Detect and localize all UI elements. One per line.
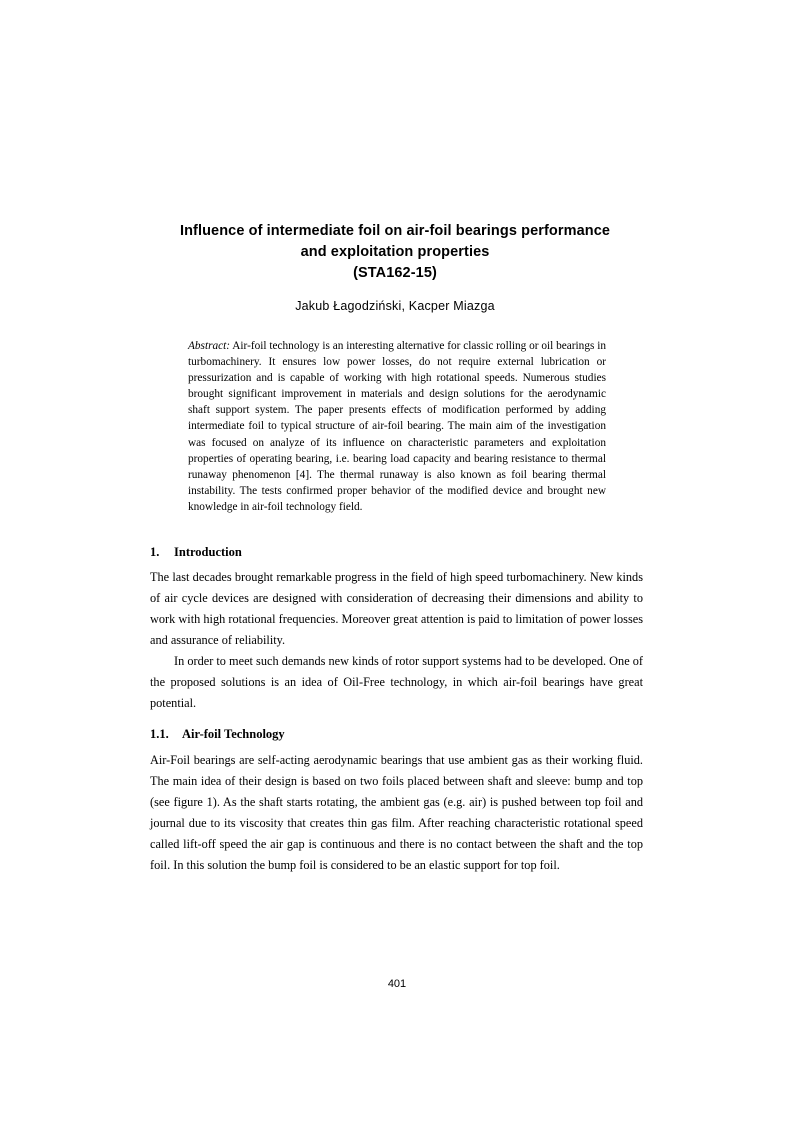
abstract-label: Abstract: <box>188 340 231 352</box>
abstract <box>188 338 606 515</box>
section-heading-air-foil-technology <box>150 727 285 742</box>
page-number: 401 <box>387 978 407 990</box>
paper-title <box>130 221 660 284</box>
air-foil-technology-body <box>150 750 643 876</box>
air-foil-paragraph-1: Air-Foil bearings are self-acting aerodynamic bearings that use ambient gas as their working fluid. The main idea of their design is based on two foils placed between shaft and sleeve: bump and top (see figure 1). As the shaft starts rotating, the ambient gas (e.g. air) is pushed between top foil and journal due to its viscosity that creates thin gas film. After reaching characteristic rotational speed called lift-off speed the air gap is continuous and there is no contact between the shaft and the top foil. In this solution the bump foil is considered to be an elastic support for top foil. <box>150 753 643 872</box>
abstract-text: Air-foil technology is an interesting alternative for classic rolling or oil bearings in turbomachinery. It ensures low power losses, do not require external lubrication or pressurization and is capable of working with high rotational speeds. Numerous studies brought significant improvement in materials and design solutions for the aerodynamic shaft support system. The paper presents effects of modification performed by adding intermediate foil to typical structure of air-foil bearing. The main aim of the investigation was focused on analyze of its influence on characteristic parameters and exploitation properties of operating bearing, i.e. bearing load capacity and bearing resistance to thermal runaway phenomenon [4]. The thermal runaway is also known as foil bearing thermal instability. The tests confirmed proper behavior of the modified device and brought new knowledge in air-foil technology field. <box>188 340 606 513</box>
title-line-1: Influence of intermediate foil on air-foil bearings performance <box>179 223 611 239</box>
section-heading-introduction <box>150 545 242 560</box>
introduction-paragraph-2: In order to meet such demands new kinds of rotor support systems had to be developed. One of the proposed solutions is an idea of Oil-Free technology, in which air-foil bearings have great potential. <box>150 654 643 710</box>
authors: Jakub Łagodziński, Kacper Miazga <box>295 299 495 313</box>
title-line-2: and exploitation properties <box>300 244 490 260</box>
introduction-body <box>150 567 643 714</box>
section-number: 1. <box>150 545 160 559</box>
introduction-paragraph-1: The last decades brought remarkable progress in the field of high speed turbomachinery. New kinds of air cycle devices are designed with consideration of decreasing their dimensions and ability to work with high rotational frequencies. Moreover great attention is paid to limitation of power losses and assurance of reliability. <box>150 570 643 647</box>
section-title: Introduction <box>174 545 242 559</box>
title-code: (STA162-15) <box>353 265 437 281</box>
subsection-number: 1.1. <box>150 727 169 741</box>
subsection-title: Air-foil Technology <box>182 727 285 741</box>
